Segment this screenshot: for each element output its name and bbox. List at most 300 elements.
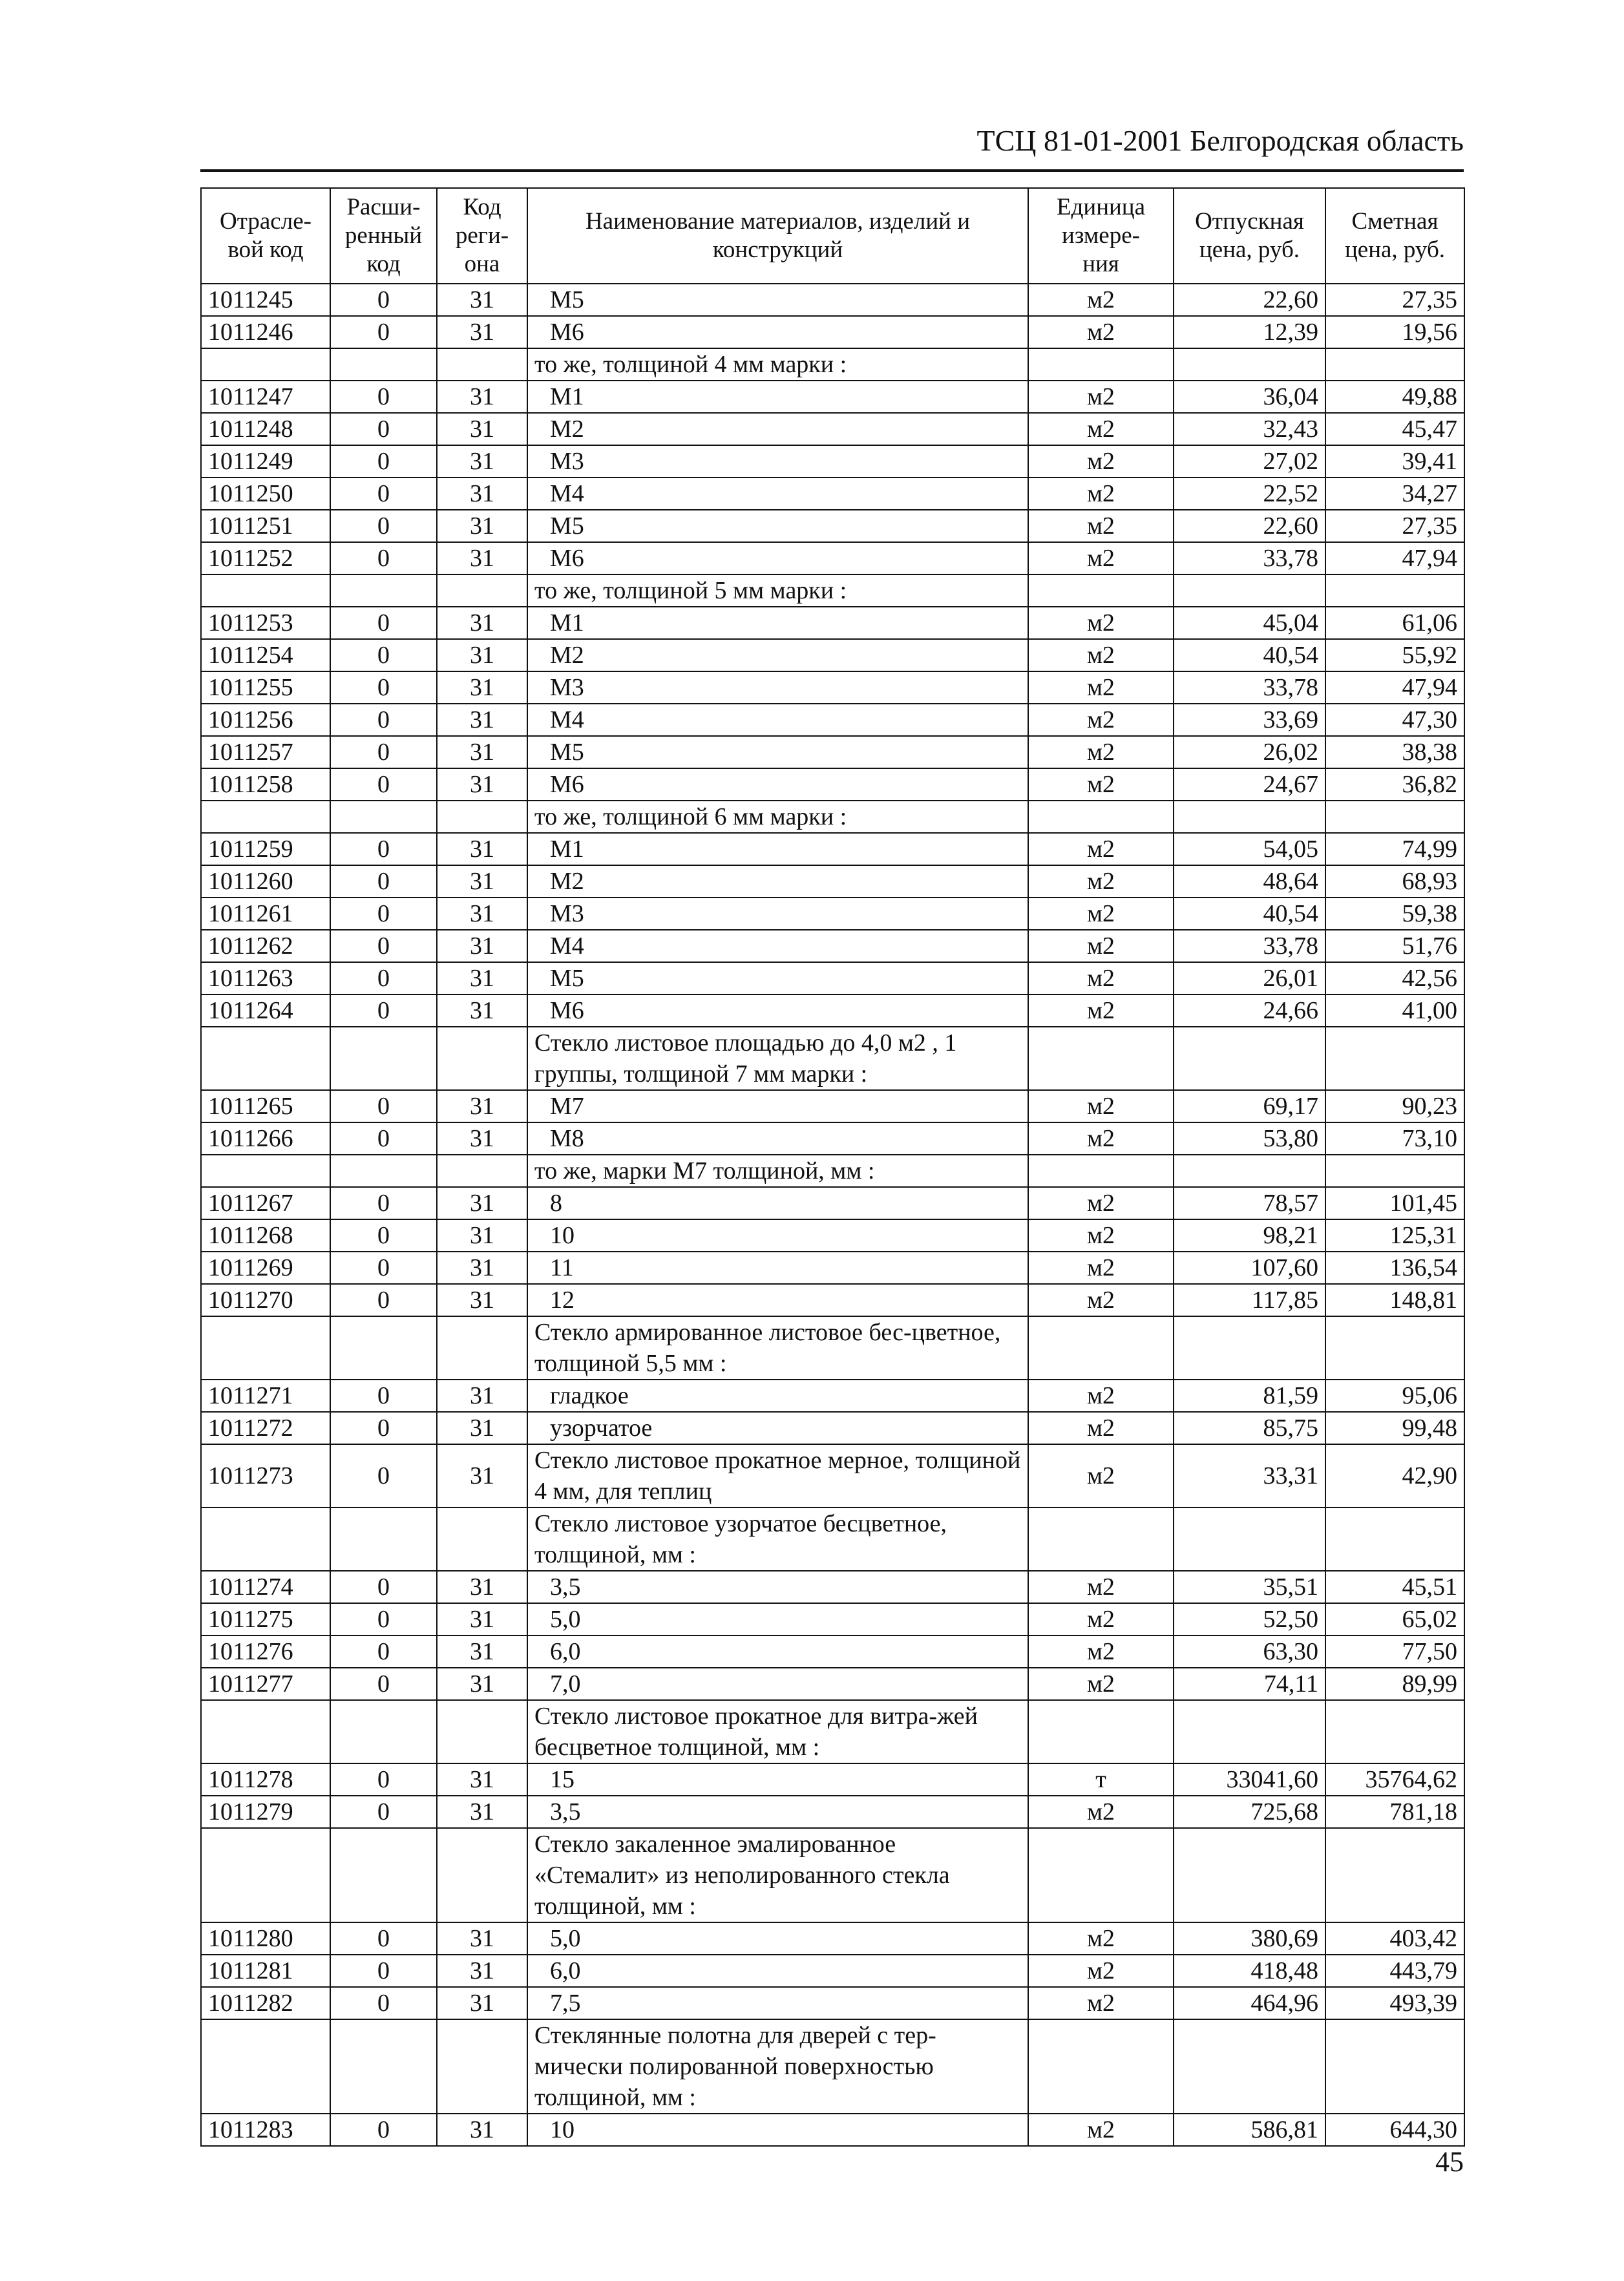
cell-material-name: гладкое: [527, 1380, 1028, 1412]
cell-material-name: 7,0: [527, 1668, 1028, 1700]
cell-extended-code: 0: [330, 898, 437, 930]
cell-estimate-price: [1325, 574, 1464, 607]
cell-release-price: 52,50: [1174, 1603, 1325, 1635]
table-row: [201, 1187, 1464, 1219]
cell-industry-code: 1011249: [201, 445, 330, 478]
cell-estimate-price: 39,41: [1325, 445, 1464, 478]
cell-region-code: 31: [437, 704, 527, 736]
cell-material-name: М6: [527, 542, 1028, 574]
cell-industry-code: 1011280: [201, 1922, 330, 1955]
cell-unit: [1028, 1828, 1174, 1922]
table-row: [201, 381, 1464, 413]
cell-unit: м2: [1028, 381, 1174, 413]
cell-region-code: 31: [437, 284, 527, 316]
cell-release-price: [1174, 801, 1325, 833]
cell-release-price: 22,60: [1174, 510, 1325, 542]
cell-material-name: М6: [527, 994, 1028, 1027]
cell-region-code: 31: [437, 639, 527, 671]
cell-region-code: 31: [437, 1122, 527, 1155]
page-number: 45: [1435, 2146, 1464, 2178]
cell-extended-code: 0: [330, 542, 437, 574]
table-header: [201, 188, 1464, 284]
cell-release-price: [1174, 1027, 1325, 1090]
cell-estimate-price: 644,30: [1325, 2114, 1464, 2146]
col-header-industry-code: Отрасле- вой код: [201, 188, 330, 284]
cell-material-name: М5: [527, 962, 1028, 994]
cell-material-name: М5: [527, 284, 1028, 316]
table-section-row: [201, 1316, 1464, 1380]
cell-industry-code: 1011271: [201, 1380, 330, 1412]
cell-region-code: [437, 801, 527, 833]
cell-release-price: 33041,60: [1174, 1763, 1325, 1796]
table-row: [201, 1796, 1464, 1828]
cell-industry-code: 1011247: [201, 381, 330, 413]
cell-industry-code: [201, 1700, 330, 1763]
cell-region-code: 31: [437, 1635, 527, 1668]
table-row: [201, 607, 1464, 639]
cell-industry-code: 1011252: [201, 542, 330, 574]
cell-release-price: 54,05: [1174, 833, 1325, 865]
cell-material-name: М3: [527, 445, 1028, 478]
cell-extended-code: 0: [330, 1922, 437, 1955]
cell-industry-code: 1011255: [201, 671, 330, 704]
cell-release-price: 63,30: [1174, 1635, 1325, 1668]
cell-region-code: 31: [437, 930, 527, 962]
cell-release-price: 85,75: [1174, 1412, 1325, 1444]
cell-extended-code: [330, 1828, 437, 1922]
cell-region-code: [437, 1700, 527, 1763]
cell-unit: м2: [1028, 1412, 1174, 1444]
table-row: [201, 413, 1464, 445]
cell-release-price: 35,51: [1174, 1571, 1325, 1603]
cell-estimate-price: [1325, 1316, 1464, 1380]
cell-unit: м2: [1028, 768, 1174, 801]
cell-industry-code: [201, 1828, 330, 1922]
cell-region-code: 31: [437, 1380, 527, 1412]
cell-unit: м2: [1028, 510, 1174, 542]
cell-unit: м2: [1028, 865, 1174, 898]
cell-region-code: 31: [437, 768, 527, 801]
cell-extended-code: 0: [330, 1668, 437, 1700]
cell-region-code: [437, 348, 527, 381]
table-section-row: [201, 574, 1464, 607]
cell-region-code: 31: [437, 1444, 527, 1508]
cell-industry-code: 1011248: [201, 413, 330, 445]
cell-estimate-price: [1325, 801, 1464, 833]
cell-unit: м2: [1028, 1284, 1174, 1316]
cell-region-code: [437, 574, 527, 607]
table-row: [201, 1252, 1464, 1284]
cell-estimate-price: 61,06: [1325, 607, 1464, 639]
cell-estimate-price: [1325, 348, 1464, 381]
cell-extended-code: [330, 801, 437, 833]
cell-extended-code: [330, 1508, 437, 1571]
cell-material-name: М4: [527, 478, 1028, 510]
cell-industry-code: [201, 1316, 330, 1380]
cell-release-price: 40,54: [1174, 639, 1325, 671]
cell-release-price: 26,02: [1174, 736, 1325, 768]
cell-unit: м2: [1028, 639, 1174, 671]
cell-release-price: [1174, 1828, 1325, 1922]
cell-material-name: 10: [527, 2114, 1028, 2146]
cell-estimate-price: 90,23: [1325, 1090, 1464, 1122]
cell-estimate-price: [1325, 1155, 1464, 1187]
cell-unit: [1028, 1316, 1174, 1380]
cell-material-name: Стекло листовое площадью до 4,0 м2 , 1 группы, толщиной 7 мм марки :: [527, 1027, 1028, 1090]
cell-region-code: 31: [437, 1252, 527, 1284]
cell-region-code: 31: [437, 1284, 527, 1316]
cell-unit: м2: [1028, 607, 1174, 639]
cell-extended-code: 0: [330, 1796, 437, 1828]
cell-estimate-price: 49,88: [1325, 381, 1464, 413]
cell-extended-code: [330, 1027, 437, 1090]
cell-industry-code: 1011278: [201, 1763, 330, 1796]
cell-region-code: [437, 2019, 527, 2114]
cell-extended-code: 0: [330, 1412, 437, 1444]
cell-region-code: 31: [437, 1668, 527, 1700]
cell-unit: м2: [1028, 1219, 1174, 1252]
cell-region-code: 31: [437, 1187, 527, 1219]
cell-region-code: 31: [437, 1219, 527, 1252]
cell-industry-code: 1011250: [201, 478, 330, 510]
cell-material-name: 5,0: [527, 1603, 1028, 1635]
table-row: [201, 1922, 1464, 1955]
table-row: [201, 1412, 1464, 1444]
cell-industry-code: 1011257: [201, 736, 330, 768]
cell-industry-code: 1011262: [201, 930, 330, 962]
cell-unit: м2: [1028, 413, 1174, 445]
cell-release-price: 107,60: [1174, 1252, 1325, 1284]
cell-estimate-price: 19,56: [1325, 316, 1464, 348]
cell-estimate-price: 781,18: [1325, 1796, 1464, 1828]
cell-industry-code: 1011273: [201, 1444, 330, 1508]
cell-industry-code: [201, 348, 330, 381]
cell-unit: [1028, 1700, 1174, 1763]
cell-unit: [1028, 2019, 1174, 2114]
cell-industry-code: 1011272: [201, 1412, 330, 1444]
cell-unit: м2: [1028, 1444, 1174, 1508]
table-row: [201, 1380, 1464, 1412]
cell-material-name: Стекло листовое узорчатое бесцветное, толщиной, мм :: [527, 1508, 1028, 1571]
cell-unit: м2: [1028, 736, 1174, 768]
cell-estimate-price: 403,42: [1325, 1922, 1464, 1955]
cell-estimate-price: 36,82: [1325, 768, 1464, 801]
cell-estimate-price: 41,00: [1325, 994, 1464, 1027]
table-row: [201, 994, 1464, 1027]
cell-region-code: 31: [437, 316, 527, 348]
cell-unit: м2: [1028, 1187, 1174, 1219]
cell-estimate-price: 45,51: [1325, 1571, 1464, 1603]
cell-release-price: 117,85: [1174, 1284, 1325, 1316]
cell-industry-code: 1011277: [201, 1668, 330, 1700]
document-header: ТСЦ 81-01-2001 Белгородская область: [976, 124, 1464, 157]
cell-extended-code: 0: [330, 1571, 437, 1603]
cell-estimate-price: 493,39: [1325, 1987, 1464, 2019]
cell-industry-code: 1011256: [201, 704, 330, 736]
cell-material-name: М3: [527, 898, 1028, 930]
cell-region-code: [437, 1155, 527, 1187]
cell-region-code: 31: [437, 445, 527, 478]
cell-unit: м2: [1028, 930, 1174, 962]
cell-region-code: 31: [437, 833, 527, 865]
cell-industry-code: 1011254: [201, 639, 330, 671]
cell-unit: т: [1028, 1763, 1174, 1796]
cell-release-price: 32,43: [1174, 413, 1325, 445]
cell-industry-code: 1011246: [201, 316, 330, 348]
cell-industry-code: 1011276: [201, 1635, 330, 1668]
cell-industry-code: 1011253: [201, 607, 330, 639]
cell-material-name: М4: [527, 930, 1028, 962]
cell-region-code: [437, 1508, 527, 1571]
cell-extended-code: 0: [330, 1987, 437, 2019]
cell-region-code: [437, 1316, 527, 1380]
cell-region-code: 31: [437, 381, 527, 413]
cell-extended-code: 0: [330, 1284, 437, 1316]
cell-extended-code: [330, 1155, 437, 1187]
cell-industry-code: 1011263: [201, 962, 330, 994]
table-section-row: [201, 801, 1464, 833]
cell-industry-code: 1011274: [201, 1571, 330, 1603]
cell-estimate-price: 89,99: [1325, 1668, 1464, 1700]
cell-estimate-price: [1325, 1508, 1464, 1571]
cell-region-code: 31: [437, 671, 527, 704]
cell-industry-code: [201, 1508, 330, 1571]
cell-unit: м2: [1028, 1122, 1174, 1155]
table-row: [201, 865, 1464, 898]
table-row: [201, 1219, 1464, 1252]
cell-unit: м2: [1028, 1252, 1174, 1284]
cell-release-price: 33,31: [1174, 1444, 1325, 1508]
cell-region-code: 31: [437, 478, 527, 510]
cell-industry-code: 1011270: [201, 1284, 330, 1316]
cell-unit: м2: [1028, 671, 1174, 704]
cell-region-code: 31: [437, 413, 527, 445]
cell-estimate-price: 45,47: [1325, 413, 1464, 445]
cell-region-code: 31: [437, 898, 527, 930]
cell-unit: м2: [1028, 445, 1174, 478]
cell-estimate-price: 125,31: [1325, 1219, 1464, 1252]
table-row: [201, 704, 1464, 736]
cell-extended-code: 0: [330, 865, 437, 898]
price-table: [200, 187, 1465, 2147]
cell-material-name: М5: [527, 736, 1028, 768]
cell-region-code: [437, 1828, 527, 1922]
col-header-unit: Единица измере- ния: [1028, 188, 1174, 284]
cell-material-name: 8: [527, 1187, 1028, 1219]
cell-release-price: 12,39: [1174, 316, 1325, 348]
cell-release-price: 33,78: [1174, 930, 1325, 962]
cell-estimate-price: 38,38: [1325, 736, 1464, 768]
cell-release-price: 24,66: [1174, 994, 1325, 1027]
cell-unit: [1028, 1027, 1174, 1090]
table-section-row: [201, 1700, 1464, 1763]
cell-estimate-price: 65,02: [1325, 1603, 1464, 1635]
cell-release-price: 33,78: [1174, 542, 1325, 574]
cell-material-name: Стекло закаленное эмалированное «Стемалит» из неполированного стекла толщиной, мм :: [527, 1828, 1028, 1922]
cell-estimate-price: 99,48: [1325, 1412, 1464, 1444]
table-row: [201, 1122, 1464, 1155]
cell-estimate-price: [1325, 1828, 1464, 1922]
cell-material-name: 6,0: [527, 1955, 1028, 1987]
cell-release-price: [1174, 574, 1325, 607]
cell-unit: м2: [1028, 2114, 1174, 2146]
cell-region-code: 31: [437, 2114, 527, 2146]
cell-industry-code: [201, 574, 330, 607]
cell-release-price: 27,02: [1174, 445, 1325, 478]
cell-industry-code: [201, 801, 330, 833]
table-row: [201, 445, 1464, 478]
cell-estimate-price: 47,30: [1325, 704, 1464, 736]
cell-extended-code: [330, 574, 437, 607]
table-row: [201, 510, 1464, 542]
cell-material-name: 3,5: [527, 1571, 1028, 1603]
cell-unit: м2: [1028, 1796, 1174, 1828]
table-row: [201, 1635, 1464, 1668]
cell-material-name: 7,5: [527, 1987, 1028, 2019]
cell-material-name: М2: [527, 865, 1028, 898]
cell-release-price: [1174, 1316, 1325, 1380]
cell-extended-code: 0: [330, 1219, 437, 1252]
cell-material-name: М1: [527, 607, 1028, 639]
col-header-region-code: Код реги- она: [437, 188, 527, 284]
cell-estimate-price: 35764,62: [1325, 1763, 1464, 1796]
cell-region-code: 31: [437, 1412, 527, 1444]
table-row: [201, 1284, 1464, 1316]
cell-extended-code: 0: [330, 445, 437, 478]
table-row: [201, 671, 1464, 704]
cell-unit: м2: [1028, 898, 1174, 930]
cell-material-name: М2: [527, 639, 1028, 671]
table-section-row: [201, 2019, 1464, 2114]
cell-unit: м2: [1028, 542, 1174, 574]
cell-unit: м2: [1028, 1955, 1174, 1987]
cell-region-code: 31: [437, 1603, 527, 1635]
table-header-row: [201, 188, 1464, 284]
cell-extended-code: 0: [330, 1763, 437, 1796]
cell-material-name: М1: [527, 381, 1028, 413]
cell-estimate-price: 101,45: [1325, 1187, 1464, 1219]
table-row: [201, 542, 1464, 574]
cell-material-name: М7: [527, 1090, 1028, 1122]
table-row: [201, 1955, 1464, 1987]
cell-industry-code: 1011260: [201, 865, 330, 898]
cell-unit: [1028, 1155, 1174, 1187]
cell-release-price: 418,48: [1174, 1955, 1325, 1987]
cell-material-name: 3,5: [527, 1796, 1028, 1828]
cell-material-name: М8: [527, 1122, 1028, 1155]
cell-estimate-price: 42,56: [1325, 962, 1464, 994]
cell-industry-code: 1011265: [201, 1090, 330, 1122]
cell-material-name: 10: [527, 1219, 1028, 1252]
cell-region-code: 31: [437, 1571, 527, 1603]
table-section-row: [201, 1828, 1464, 1922]
cell-release-price: 22,60: [1174, 284, 1325, 316]
cell-material-name: 5,0: [527, 1922, 1028, 1955]
cell-unit: м2: [1028, 833, 1174, 865]
cell-extended-code: 0: [330, 1090, 437, 1122]
cell-extended-code: 0: [330, 284, 437, 316]
table-body: [201, 284, 1464, 2146]
cell-release-price: 40,54: [1174, 898, 1325, 930]
cell-extended-code: 0: [330, 510, 437, 542]
cell-extended-code: 0: [330, 671, 437, 704]
table-row: [201, 1763, 1464, 1796]
cell-region-code: 31: [437, 865, 527, 898]
cell-extended-code: 0: [330, 1603, 437, 1635]
cell-region-code: 31: [437, 736, 527, 768]
cell-industry-code: [201, 2019, 330, 2114]
cell-material-name: узорчатое: [527, 1412, 1028, 1444]
cell-extended-code: [330, 1700, 437, 1763]
cell-release-price: [1174, 1508, 1325, 1571]
cell-industry-code: [201, 1027, 330, 1090]
cell-release-price: [1174, 1155, 1325, 1187]
cell-region-code: 31: [437, 994, 527, 1027]
cell-unit: м2: [1028, 1571, 1174, 1603]
cell-release-price: 33,78: [1174, 671, 1325, 704]
cell-release-price: 380,69: [1174, 1922, 1325, 1955]
cell-release-price: 74,11: [1174, 1668, 1325, 1700]
cell-industry-code: [201, 1155, 330, 1187]
cell-extended-code: 0: [330, 2114, 437, 2146]
table-row: [201, 1571, 1464, 1603]
cell-estimate-price: 59,38: [1325, 898, 1464, 930]
table-section-row: [201, 1508, 1464, 1571]
cell-estimate-price: 47,94: [1325, 671, 1464, 704]
table-row: [201, 898, 1464, 930]
cell-unit: [1028, 348, 1174, 381]
table-row: [201, 316, 1464, 348]
cell-release-price: 586,81: [1174, 2114, 1325, 2146]
cell-unit: м2: [1028, 1380, 1174, 1412]
cell-extended-code: 0: [330, 607, 437, 639]
table-row: [201, 478, 1464, 510]
cell-material-name: М4: [527, 704, 1028, 736]
table-row: [201, 1444, 1464, 1508]
cell-material-name: то же, толщиной 5 мм марки :: [527, 574, 1028, 607]
cell-material-name: М3: [527, 671, 1028, 704]
cell-release-price: 22,52: [1174, 478, 1325, 510]
col-header-estimate-price: Сметная цена, руб.: [1325, 188, 1464, 284]
cell-region-code: 31: [437, 607, 527, 639]
cell-material-name: М6: [527, 316, 1028, 348]
cell-estimate-price: 27,35: [1325, 510, 1464, 542]
cell-extended-code: 0: [330, 736, 437, 768]
cell-extended-code: [330, 1316, 437, 1380]
cell-estimate-price: 148,81: [1325, 1284, 1464, 1316]
cell-unit: м2: [1028, 962, 1174, 994]
table-row: [201, 1603, 1464, 1635]
table-row: [201, 1987, 1464, 2019]
cell-extended-code: 0: [330, 1187, 437, 1219]
cell-estimate-price: 47,94: [1325, 542, 1464, 574]
cell-industry-code: 1011269: [201, 1252, 330, 1284]
table-row: [201, 736, 1464, 768]
col-header-extended-code: Расши- ренный код: [330, 188, 437, 284]
cell-estimate-price: [1325, 1027, 1464, 1090]
cell-estimate-price: 74,99: [1325, 833, 1464, 865]
cell-unit: м2: [1028, 1090, 1174, 1122]
cell-release-price: 26,01: [1174, 962, 1325, 994]
cell-industry-code: 1011261: [201, 898, 330, 930]
cell-extended-code: 0: [330, 316, 437, 348]
cell-extended-code: 0: [330, 639, 437, 671]
cell-extended-code: 0: [330, 1955, 437, 1987]
cell-release-price: 464,96: [1174, 1987, 1325, 2019]
cell-unit: м2: [1028, 478, 1174, 510]
cell-estimate-price: 27,35: [1325, 284, 1464, 316]
cell-region-code: 31: [437, 1922, 527, 1955]
